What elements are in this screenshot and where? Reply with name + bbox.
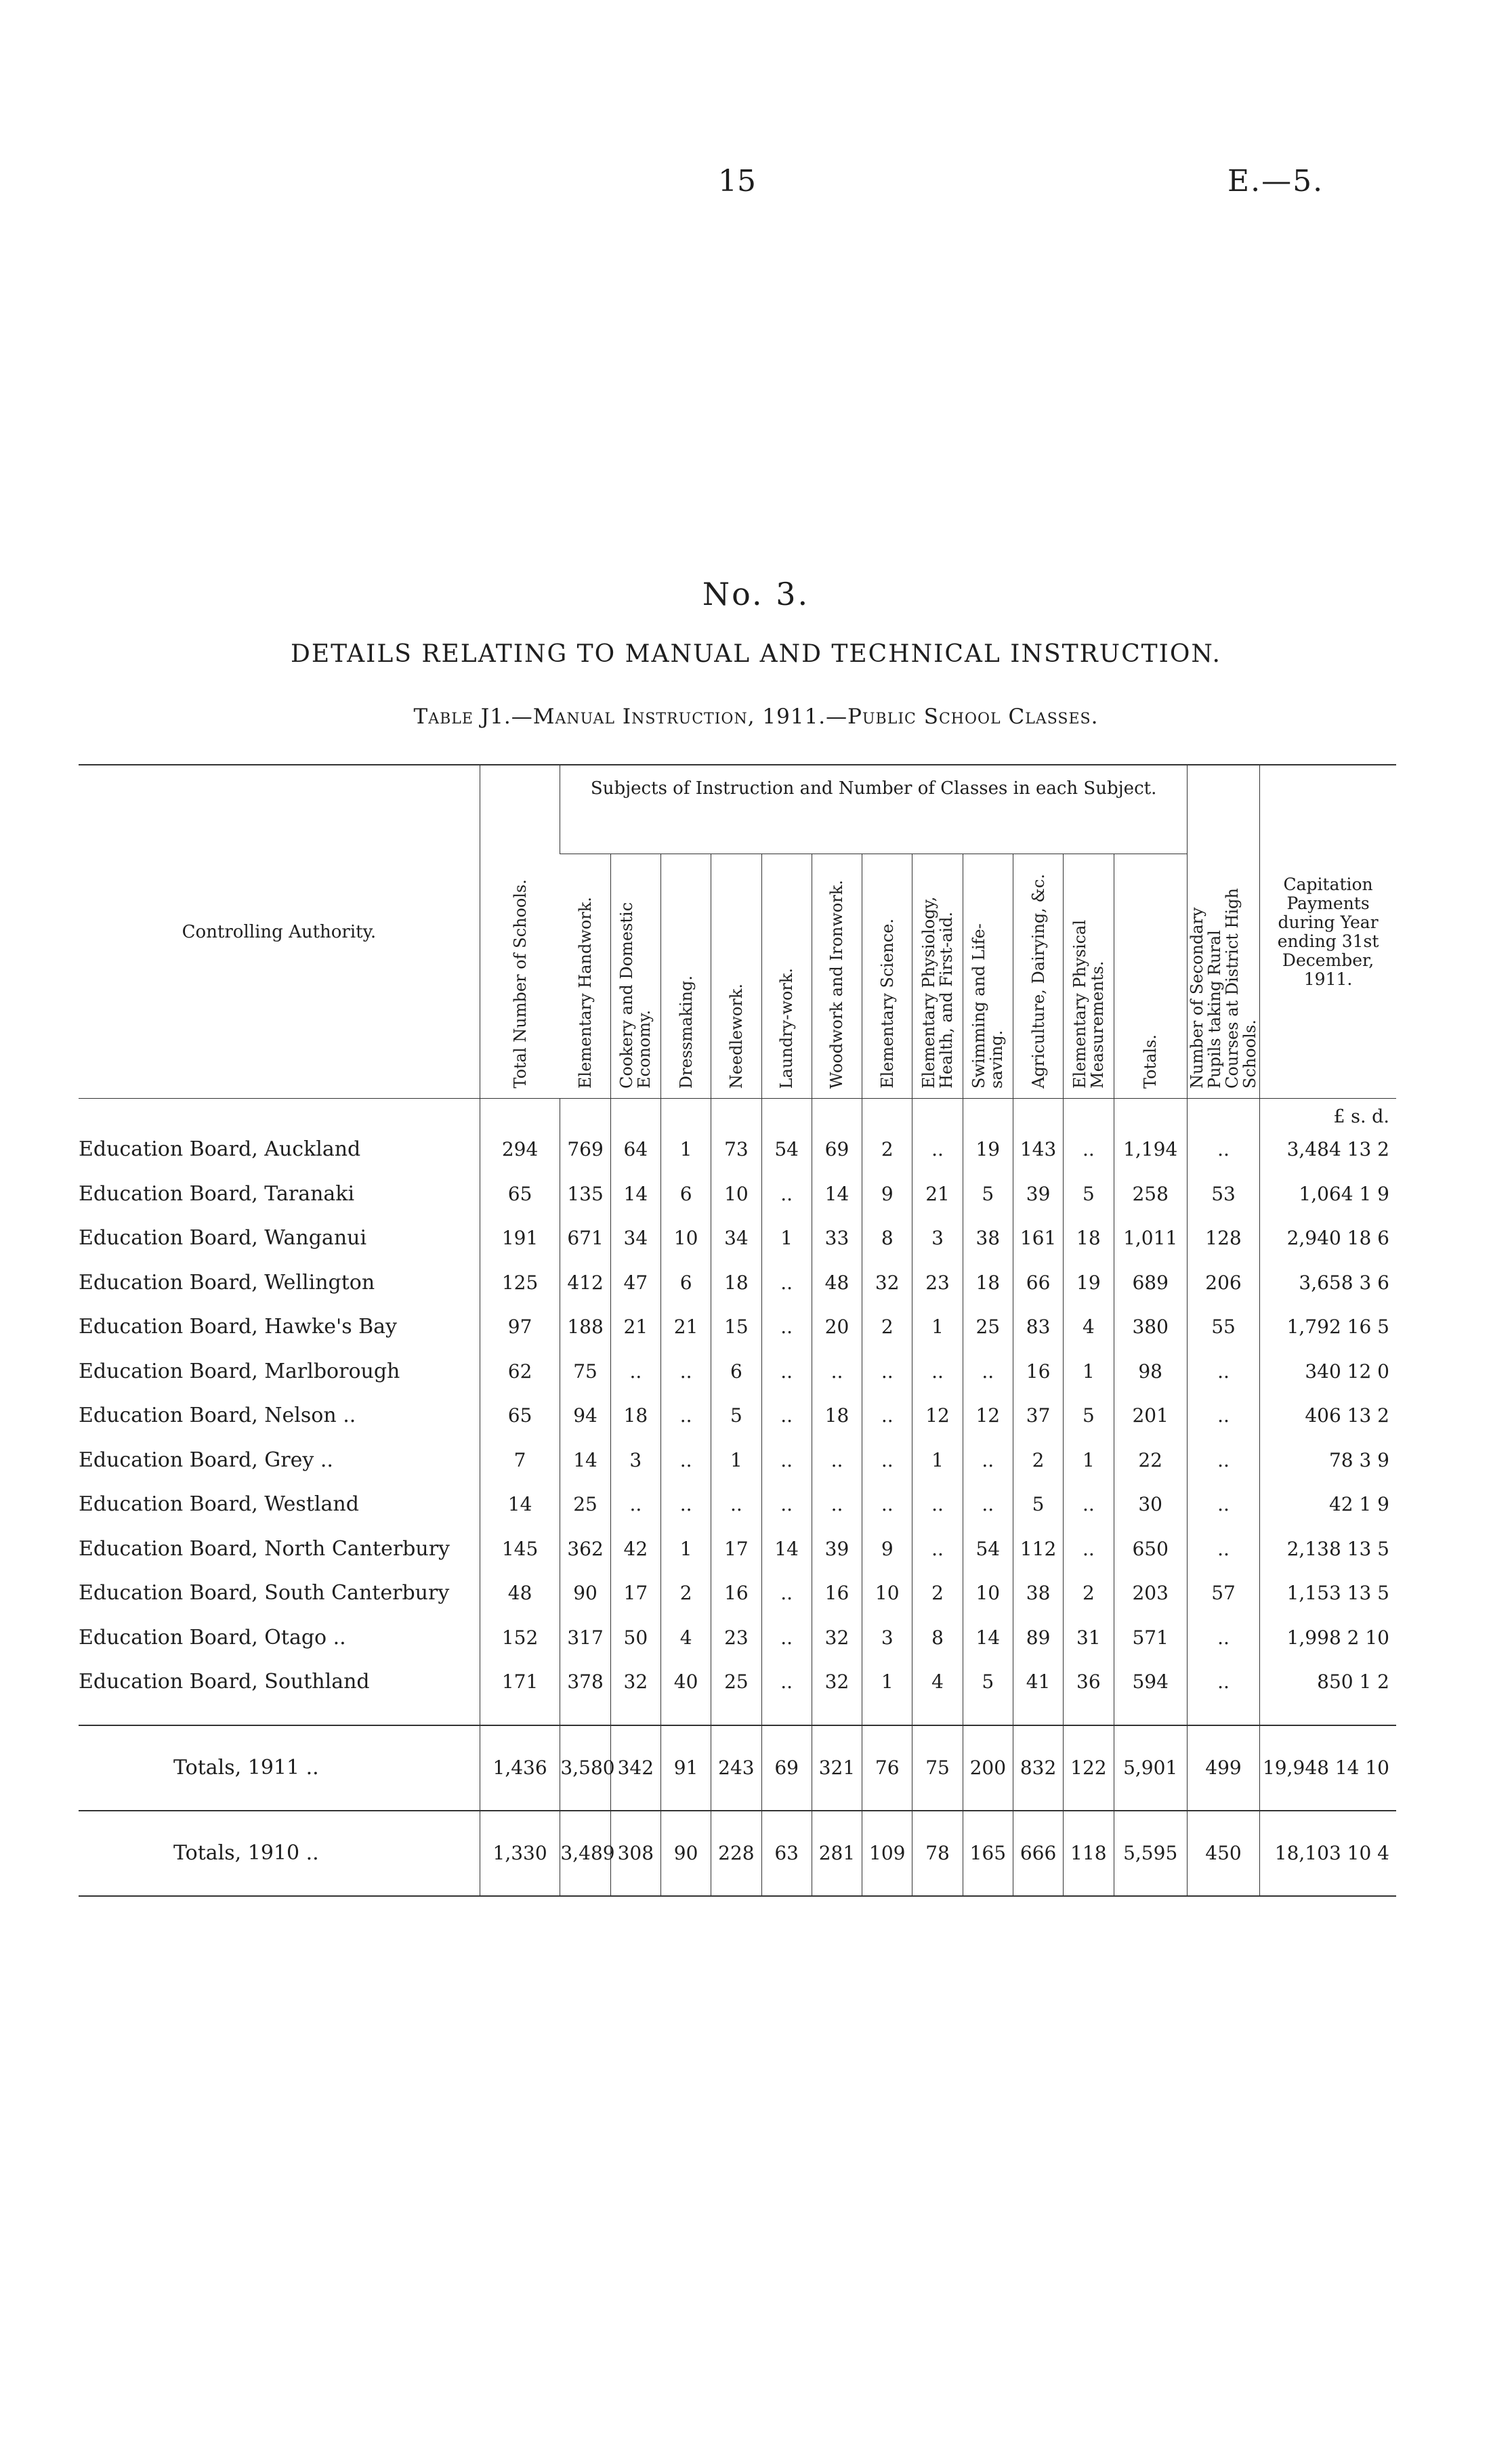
- subject-count-cell: ..: [711, 1482, 761, 1527]
- table-row: [79, 1261, 1396, 1305]
- subject-count-cell: ..: [761, 1261, 812, 1305]
- subject-header: Elementary Science.: [862, 854, 912, 1099]
- document-number: No. 3.: [702, 576, 810, 612]
- subject-count-cell: 31: [1064, 1616, 1114, 1660]
- subject-count-cell: 165: [963, 1811, 1013, 1896]
- subject-count-cell: 32: [812, 1616, 862, 1660]
- subject-count-cell: 281: [812, 1811, 862, 1896]
- subject-count-cell: 16: [1013, 1349, 1063, 1394]
- total-schools-cell: 65: [480, 1172, 560, 1217]
- subject-count-cell: 5: [963, 1172, 1013, 1217]
- subject-count-cell: ..: [761, 1349, 812, 1394]
- subject-header: Woodwork and Ironwork.: [812, 854, 862, 1099]
- subject-count-cell: 3: [912, 1216, 963, 1261]
- subject-header: Elementary Physical Measurements.: [1064, 854, 1114, 1099]
- subject-count-cell: 16: [812, 1571, 862, 1616]
- capitation-header: Capitation Payments during Year ending 31st December, 1911.: [1260, 765, 1396, 1099]
- subject-count-cell: 98: [1114, 1349, 1187, 1394]
- subject-count-cell: 33: [812, 1216, 862, 1261]
- subject-count-cell: 22: [1114, 1438, 1187, 1483]
- table-row: [79, 1172, 1396, 1217]
- controlling-authority-header: Controlling Authority.: [182, 921, 377, 942]
- authority-name: Education Board, Marlborough: [79, 1359, 400, 1383]
- subject-count-cell: 41: [1013, 1660, 1063, 1704]
- table-row: [79, 1527, 1396, 1572]
- subject-count-cell: 47: [610, 1261, 660, 1305]
- subject-count-cell: 21: [660, 1305, 711, 1349]
- subject-count-cell: 21: [610, 1305, 660, 1349]
- subject-count-cell: 321: [812, 1725, 862, 1811]
- capitation-cell: 18,103 10 4: [1260, 1811, 1396, 1896]
- subject-count-cell: 203: [1114, 1571, 1187, 1616]
- subject-count-cell: 63: [761, 1811, 812, 1896]
- secondary-pupils-cell: ..: [1187, 1482, 1259, 1527]
- subject-count-cell: 5,901: [1114, 1725, 1187, 1811]
- total-schools-cell: 145: [480, 1527, 560, 1572]
- secondary-pupils-cell: 55: [1187, 1305, 1259, 1349]
- subject-count-cell: 10: [660, 1216, 711, 1261]
- subject-count-cell: 571: [1114, 1616, 1187, 1660]
- total-schools-cell: 152: [480, 1616, 560, 1660]
- subjects-group-header: Subjects of Instruction and Number of Classes in each Subject.: [560, 765, 1187, 854]
- subject-count-cell: 258: [1114, 1172, 1187, 1217]
- table-body: [79, 1099, 1396, 1896]
- subject-count-cell: 188: [560, 1305, 610, 1349]
- subject-count-cell: 112: [1013, 1527, 1063, 1572]
- subject-count-cell: 39: [1013, 1172, 1063, 1217]
- subject-count-cell: 14: [610, 1172, 660, 1217]
- subject-header: Elementary Physiology, Health, and First-aid.: [912, 854, 963, 1099]
- subject-count-cell: 380: [1114, 1305, 1187, 1349]
- table-row: [79, 1482, 1396, 1527]
- subject-count-cell: 14: [963, 1616, 1013, 1660]
- subject-count-cell: 17: [610, 1571, 660, 1616]
- capitation-cell: 1,998 2 10: [1260, 1616, 1396, 1660]
- subject-count-cell: 2: [862, 1127, 912, 1172]
- subject-count-cell: 90: [660, 1811, 711, 1896]
- subject-count-cell: 12: [912, 1393, 963, 1438]
- table-caption: Table J1.—Manual Instruction, 1911.—Public School Classes.: [413, 704, 1099, 729]
- subject-count-cell: 23: [912, 1261, 963, 1305]
- subject-count-cell: 143: [1013, 1127, 1063, 1172]
- capitation-cell: 1,064 1 9: [1260, 1172, 1396, 1217]
- secondary-pupils-cell: ..: [1187, 1616, 1259, 1660]
- table-header: [79, 765, 1396, 1099]
- subject-count-cell: 54: [761, 1127, 812, 1172]
- subject-count-cell: 317: [560, 1616, 610, 1660]
- subject-count-cell: 38: [1013, 1571, 1063, 1616]
- subject-count-cell: ..: [862, 1393, 912, 1438]
- subject-count-cell: 689: [1114, 1261, 1187, 1305]
- subject-count-cell: ..: [1064, 1482, 1114, 1527]
- table-row: [79, 1438, 1396, 1483]
- subject-count-cell: 3,580: [560, 1725, 610, 1811]
- subject-count-cell: 2: [912, 1571, 963, 1616]
- subject-count-cell: 2: [1013, 1438, 1063, 1483]
- total-schools-cell: 1,436: [480, 1725, 560, 1811]
- subject-count-cell: 90: [560, 1571, 610, 1616]
- subject-count-cell: 1,011: [1114, 1216, 1187, 1261]
- subject-count-cell: 75: [560, 1349, 610, 1394]
- subject-count-cell: 75: [912, 1725, 963, 1811]
- total-schools-cell: 14: [480, 1482, 560, 1527]
- subject-count-cell: 10: [862, 1571, 912, 1616]
- total-schools-cell: 294: [480, 1127, 560, 1172]
- subject-count-cell: ..: [912, 1349, 963, 1394]
- subject-count-cell: ..: [912, 1527, 963, 1572]
- subject-count-cell: ..: [862, 1438, 912, 1483]
- subject-count-cell: ..: [761, 1571, 812, 1616]
- secondary-pupils-cell: ..: [1187, 1393, 1259, 1438]
- capitation-cell: 42 1 9: [1260, 1482, 1396, 1527]
- subject-count-cell: 3,489: [560, 1811, 610, 1896]
- subject-count-cell: 10: [963, 1571, 1013, 1616]
- subject-count-cell: 832: [1013, 1725, 1063, 1811]
- secondary-pupils-cell: ..: [1187, 1660, 1259, 1704]
- subject-count-cell: 161: [1013, 1216, 1063, 1261]
- currency-units: £ s. d.: [1260, 1099, 1396, 1128]
- subject-count-cell: ..: [1064, 1527, 1114, 1572]
- capitation-cell: 78 3 9: [1260, 1438, 1396, 1483]
- subject-count-cell: 34: [610, 1216, 660, 1261]
- page-number: 15: [718, 164, 756, 198]
- subject-count-cell: 38: [963, 1216, 1013, 1261]
- authority-name: Education Board, Wellington: [79, 1270, 375, 1295]
- subject-header: Elementary Handwork.: [575, 896, 595, 1089]
- total-schools-cell: 1,330: [480, 1811, 560, 1896]
- total-schools-cell: 125: [480, 1261, 560, 1305]
- subject-count-cell: 135: [560, 1172, 610, 1217]
- subject-count-cell: ..: [862, 1482, 912, 1527]
- subject-count-cell: 30: [1114, 1482, 1187, 1527]
- authority-name: Education Board, North Canterbury: [79, 1536, 450, 1561]
- total-schools-cell: 7: [480, 1438, 560, 1483]
- subject-count-cell: ..: [812, 1482, 862, 1527]
- subject-count-cell: 69: [761, 1725, 812, 1811]
- secondary-pupils-cell: ..: [1187, 1349, 1259, 1394]
- totals-row: [79, 1725, 1396, 1811]
- subject-count-cell: 412: [560, 1261, 610, 1305]
- subject-count-cell: 5,595: [1114, 1811, 1187, 1896]
- subject-count-cell: ..: [912, 1482, 963, 1527]
- subject-count-cell: 378: [560, 1660, 610, 1704]
- subject-count-cell: 19: [963, 1127, 1013, 1172]
- subject-count-cell: 2: [862, 1305, 912, 1349]
- subject-count-cell: 14: [812, 1172, 862, 1217]
- capitation-cell: 2,940 18 6: [1260, 1216, 1396, 1261]
- table: [79, 764, 1396, 1897]
- subject-count-cell: 9: [862, 1172, 912, 1217]
- capitation-cell: 340 12 0: [1260, 1349, 1396, 1394]
- subject-count-cell: 36: [1064, 1660, 1114, 1704]
- total-schools-cell: 65: [480, 1393, 560, 1438]
- authority-name: Education Board, Taranaki: [79, 1181, 355, 1206]
- subject-count-cell: 18: [963, 1261, 1013, 1305]
- subject-count-cell: 118: [1064, 1811, 1114, 1896]
- subject-count-cell: ..: [963, 1438, 1013, 1483]
- total-schools-cell: 62: [480, 1349, 560, 1394]
- subject-count-cell: 5: [1064, 1172, 1114, 1217]
- subject-count-cell: ..: [761, 1172, 812, 1217]
- subject-count-cell: 671: [560, 1216, 610, 1261]
- subject-count-cell: 6: [711, 1349, 761, 1394]
- subject-count-cell: ..: [761, 1438, 812, 1483]
- subject-count-cell: 666: [1013, 1811, 1063, 1896]
- subject-count-cell: ..: [610, 1349, 660, 1394]
- subject-count-cell: 2: [1064, 1571, 1114, 1616]
- subject-count-cell: 50: [610, 1616, 660, 1660]
- subject-count-cell: 83: [1013, 1305, 1063, 1349]
- secondary-pupils-cell: 57: [1187, 1571, 1259, 1616]
- subject-count-cell: 16: [711, 1571, 761, 1616]
- subject-count-cell: 37: [1013, 1393, 1063, 1438]
- capitation-cell: 3,484 13 2: [1260, 1127, 1396, 1172]
- subject-header: Swimming and Life-saving.: [963, 854, 1013, 1099]
- subject-count-cell: 14: [761, 1527, 812, 1572]
- subject-count-cell: 1: [660, 1527, 711, 1572]
- subject-count-cell: 32: [862, 1261, 912, 1305]
- subject-count-cell: 362: [560, 1527, 610, 1572]
- subject-count-cell: 69: [812, 1127, 862, 1172]
- subject-count-cell: 1: [711, 1438, 761, 1483]
- table-row: [79, 1349, 1396, 1394]
- subject-count-cell: 5: [963, 1660, 1013, 1704]
- spacer-row: [79, 1704, 1396, 1725]
- subject-count-cell: 5: [1064, 1393, 1114, 1438]
- subject-count-cell: 3: [610, 1438, 660, 1483]
- subject-count-cell: 73: [711, 1127, 761, 1172]
- capitation-cell: 19,948 14 10: [1260, 1725, 1396, 1811]
- table-row: [79, 1660, 1396, 1704]
- table-row: [79, 1616, 1396, 1660]
- subject-count-cell: ..: [812, 1438, 862, 1483]
- subject-count-cell: 40: [660, 1660, 711, 1704]
- subject-count-cell: 64: [610, 1127, 660, 1172]
- subject-count-cell: ..: [660, 1482, 711, 1527]
- table-row: [79, 1393, 1396, 1438]
- capitation-cell: 2,138 13 5: [1260, 1527, 1396, 1572]
- secondary-pupils-cell: 499: [1187, 1725, 1259, 1811]
- subject-count-cell: 1,194: [1114, 1127, 1187, 1172]
- capitation-cell: 850 1 2: [1260, 1660, 1396, 1704]
- authority-name: Education Board, Auckland: [79, 1137, 361, 1162]
- subject-count-cell: 4: [660, 1616, 711, 1660]
- secondary-pupils-cell: ..: [1187, 1127, 1259, 1172]
- subject-count-cell: 3: [862, 1616, 912, 1660]
- secondary-pupils-cell: 206: [1187, 1261, 1259, 1305]
- page-reference: E.—5.: [1227, 164, 1324, 198]
- capitation-cell: 406 13 2: [1260, 1393, 1396, 1438]
- subject-count-cell: 1: [1064, 1349, 1114, 1394]
- subject-count-cell: 200: [963, 1725, 1013, 1811]
- subject-count-cell: 10: [711, 1172, 761, 1217]
- document-title: DETAILS RELATING TO MANUAL AND TECHNICAL INSTRUCTION.: [291, 640, 1221, 668]
- subject-count-cell: 4: [1064, 1305, 1114, 1349]
- subject-count-cell: 18: [1064, 1216, 1114, 1261]
- authority-name: Totals, 1910 ..: [79, 1811, 480, 1896]
- table-row: [79, 1127, 1396, 1172]
- subject-count-cell: 1: [912, 1305, 963, 1349]
- subject-count-cell: 308: [610, 1811, 660, 1896]
- subject-count-cell: 32: [610, 1660, 660, 1704]
- subject-count-cell: 32: [812, 1660, 862, 1704]
- subject-count-cell: ..: [660, 1438, 711, 1483]
- subject-count-cell: 1: [862, 1660, 912, 1704]
- capitation-cell: 3,658 3 6: [1260, 1261, 1396, 1305]
- subject-header: Needlework.: [711, 854, 761, 1099]
- secondary-pupils-cell: 128: [1187, 1216, 1259, 1261]
- subject-count-cell: 6: [660, 1172, 711, 1217]
- subject-count-cell: 39: [812, 1527, 862, 1572]
- totals-row: [79, 1811, 1396, 1896]
- subject-count-cell: ..: [963, 1349, 1013, 1394]
- subject-count-cell: 48: [812, 1261, 862, 1305]
- subject-count-cell: 78: [912, 1811, 963, 1896]
- subject-count-cell: 66: [1013, 1261, 1063, 1305]
- subject-count-cell: 94: [560, 1393, 610, 1438]
- subject-count-cell: 76: [862, 1725, 912, 1811]
- subject-count-cell: 1: [761, 1216, 812, 1261]
- authority-name: Education Board, Nelson ..: [79, 1404, 356, 1428]
- subject-count-cell: 21: [912, 1172, 963, 1217]
- subject-header: Totals.: [1114, 854, 1187, 1099]
- subject-count-cell: 5: [1013, 1482, 1063, 1527]
- subject-count-cell: 12: [963, 1393, 1013, 1438]
- subject-count-cell: 18: [711, 1261, 761, 1305]
- subject-count-cell: 2: [660, 1571, 711, 1616]
- subject-count-cell: ..: [660, 1349, 711, 1394]
- subject-count-cell: 4: [912, 1660, 963, 1704]
- subject-count-cell: ..: [761, 1482, 812, 1527]
- authority-name: Education Board, Southland: [79, 1670, 370, 1694]
- subject-header: Laundry-work.: [761, 854, 812, 1099]
- authority-name: Education Board, Hawke's Bay: [79, 1315, 398, 1339]
- subject-count-cell: ..: [862, 1349, 912, 1394]
- subject-count-cell: 23: [711, 1616, 761, 1660]
- subject-count-cell: 34: [711, 1216, 761, 1261]
- subject-count-cell: 25: [711, 1660, 761, 1704]
- total-schools-header: Total Number of Schools.: [480, 765, 560, 1099]
- capitation-cell: 1,792 16 5: [1260, 1305, 1396, 1349]
- subject-count-cell: 9: [862, 1527, 912, 1572]
- subject-count-cell: 201: [1114, 1393, 1187, 1438]
- table-row: [79, 1305, 1396, 1349]
- subject-count-cell: ..: [912, 1127, 963, 1172]
- subject-count-cell: 109: [862, 1811, 912, 1896]
- subject-count-cell: ..: [761, 1616, 812, 1660]
- secondary-pupils-cell: 53: [1187, 1172, 1259, 1217]
- total-schools-cell: 191: [480, 1216, 560, 1261]
- subject-count-cell: ..: [761, 1305, 812, 1349]
- subject-header: Agriculture, Dairying, &c.: [1013, 854, 1063, 1099]
- authority-name: Totals, 1911 ..: [79, 1725, 480, 1811]
- subject-count-cell: 19: [1064, 1261, 1114, 1305]
- subject-count-cell: 769: [560, 1127, 610, 1172]
- subject-count-cell: 594: [1114, 1660, 1187, 1704]
- total-schools-cell: 48: [480, 1571, 560, 1616]
- subject-count-cell: 1: [1064, 1438, 1114, 1483]
- subject-count-cell: ..: [761, 1660, 812, 1704]
- subject-count-cell: 89: [1013, 1616, 1063, 1660]
- subject-count-cell: 8: [862, 1216, 912, 1261]
- subject-count-cell: 342: [610, 1725, 660, 1811]
- total-schools-cell: 171: [480, 1660, 560, 1704]
- subject-count-cell: ..: [660, 1393, 711, 1438]
- subject-count-cell: 1: [912, 1438, 963, 1483]
- subject-count-cell: 8: [912, 1616, 963, 1660]
- subject-count-cell: 42: [610, 1527, 660, 1572]
- subject-count-cell: ..: [812, 1349, 862, 1394]
- subject-count-cell: 25: [963, 1305, 1013, 1349]
- subject-count-cell: 15: [711, 1305, 761, 1349]
- subject-count-cell: 20: [812, 1305, 862, 1349]
- authority-name: Education Board, South Canterbury: [79, 1581, 450, 1605]
- secondary-pupils-cell: ..: [1187, 1438, 1259, 1483]
- subject-count-cell: 1: [660, 1127, 711, 1172]
- secondary-pupils-cell: ..: [1187, 1527, 1259, 1572]
- subject-count-cell: 18: [610, 1393, 660, 1438]
- subject-count-cell: 122: [1064, 1725, 1114, 1811]
- subject-count-cell: ..: [1064, 1127, 1114, 1172]
- subject-count-cell: 14: [560, 1438, 610, 1483]
- subject-count-cell: ..: [610, 1482, 660, 1527]
- subject-count-cell: 25: [560, 1482, 610, 1527]
- authority-name: Education Board, Wanganui: [79, 1226, 367, 1250]
- subject-count-cell: 650: [1114, 1527, 1187, 1572]
- subject-count-cell: 6: [660, 1261, 711, 1305]
- capitation-cell: 1,153 13 5: [1260, 1571, 1396, 1616]
- subject-header: Cookery and Domestic Economy.: [610, 854, 660, 1099]
- authority-name: Education Board, Grey ..: [79, 1448, 333, 1472]
- table-row: [79, 1571, 1396, 1616]
- subject-count-cell: 91: [660, 1725, 711, 1811]
- subject-count-cell: ..: [761, 1393, 812, 1438]
- subject-count-cell: 54: [963, 1527, 1013, 1572]
- subject-count-cell: 18: [812, 1393, 862, 1438]
- secondary-pupils-cell: 450: [1187, 1811, 1259, 1896]
- subject-header: Dressmaking.: [660, 854, 711, 1099]
- authority-name: Education Board, Otago ..: [79, 1625, 346, 1649]
- subject-count-cell: 17: [711, 1527, 761, 1572]
- manual-instruction-table: [79, 764, 1396, 1897]
- total-schools-cell: 97: [480, 1305, 560, 1349]
- secondary-pupils-header: Number of Secondary Pupils taking Rural Courses at District High Schools.: [1187, 765, 1259, 1099]
- table-row: [79, 1216, 1396, 1261]
- subject-count-cell: ..: [963, 1482, 1013, 1527]
- subject-count-cell: 5: [711, 1393, 761, 1438]
- subject-count-cell: 243: [711, 1725, 761, 1811]
- subject-count-cell: 228: [711, 1811, 761, 1896]
- authority-name: Education Board, Westland: [79, 1492, 359, 1517]
- units-row: [79, 1099, 1396, 1128]
